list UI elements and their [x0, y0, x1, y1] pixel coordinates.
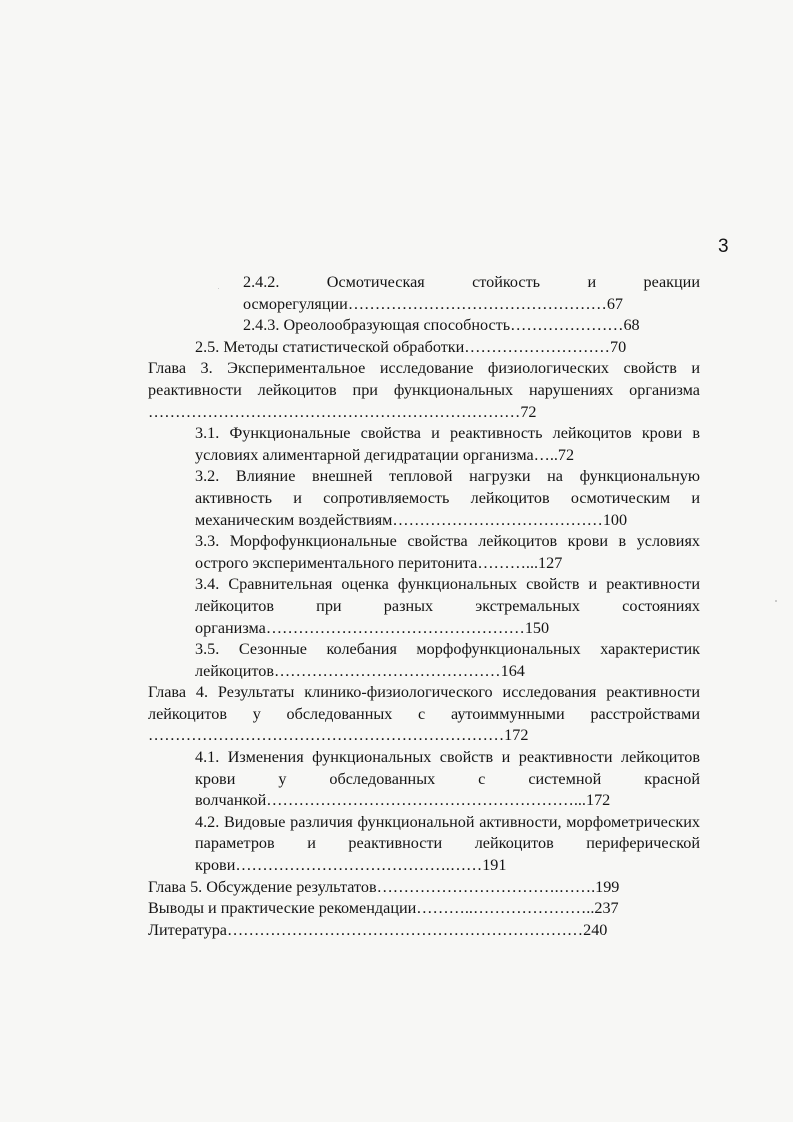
page-number: 3	[718, 236, 729, 257]
toc-entry-3-4: 3.4. Сравнительная оценка функциональных свойств и реактивности лейкоцитов при разных экстремальных состояниях организма…………………………………………150	[195, 575, 700, 637]
toc-entry-chapter-5: Глава 5. Обсуждение результатов…………………………….…….199	[148, 877, 620, 896]
scan-speck	[218, 288, 219, 289]
toc-entry-literature: Литература…………………………………………………………240	[148, 920, 608, 939]
toc-entry-3-5: 3.5. Сезонные колебания морфофункциональных характеристик лейкоцитов……………………………………164	[195, 640, 700, 680]
toc-entry-chapter-3: Глава 3. Экспериментальное исследование физиологических свойств и реактивности лейкоцитов при функциональных нарушениях организма ……………………………………………………………72	[148, 359, 700, 421]
toc-entry-3-2: 3.2. Влияние внешней тепловой нагрузки на функциональную активность и сопротивляемость лейкоцитов осмотическим и механическим воздействиям…………………………………100	[195, 467, 700, 529]
toc-entry-4-2: 4.2. Видовые различия функциональной активности, морфометрических параметров и реактивности лейкоцитов периферической крови………………………………….……191	[195, 812, 700, 875]
toc-entry-2-5: 2.5. Методы статистической обработки………………………70	[195, 337, 627, 356]
toc-entry-2-4-2: 2.4.2. Осмотическая стойкость и реакции осморегуляции…………………………………………67	[243, 273, 700, 313]
toc-entry-3-1: 3.1. Функциональные свойства и реактивность лейкоцитов крови в условиях алиментарной дегидратации организма…..72	[195, 424, 700, 464]
toc-entry-chapter-4: Глава 4. Результаты клинико-физиологического исследования реактивности лейкоцитов у обследованных с аутоиммунными расстройствами …………………………………………………………172	[148, 683, 700, 745]
toc-entry-conclusions: Выводы и практические рекомендации………..…………………..237	[148, 899, 619, 918]
toc-entry-4-1: 4.1. Изменения функциональных свойств и реактивности лейкоцитов крови у обследованных с системной красной волчанкой…………………………………………………...172	[195, 748, 700, 810]
toc-entry-3-3: 3.3. Морфофункциональные свойства лейкоцитов крови в условиях острого экспериментального перитонита………...127	[195, 532, 700, 572]
scan-speck	[775, 600, 777, 602]
toc-entry-2-4-3: 2.4.3. Ореолообразующая способность…………………68	[243, 316, 640, 335]
table-of-contents	[148, 272, 700, 941]
